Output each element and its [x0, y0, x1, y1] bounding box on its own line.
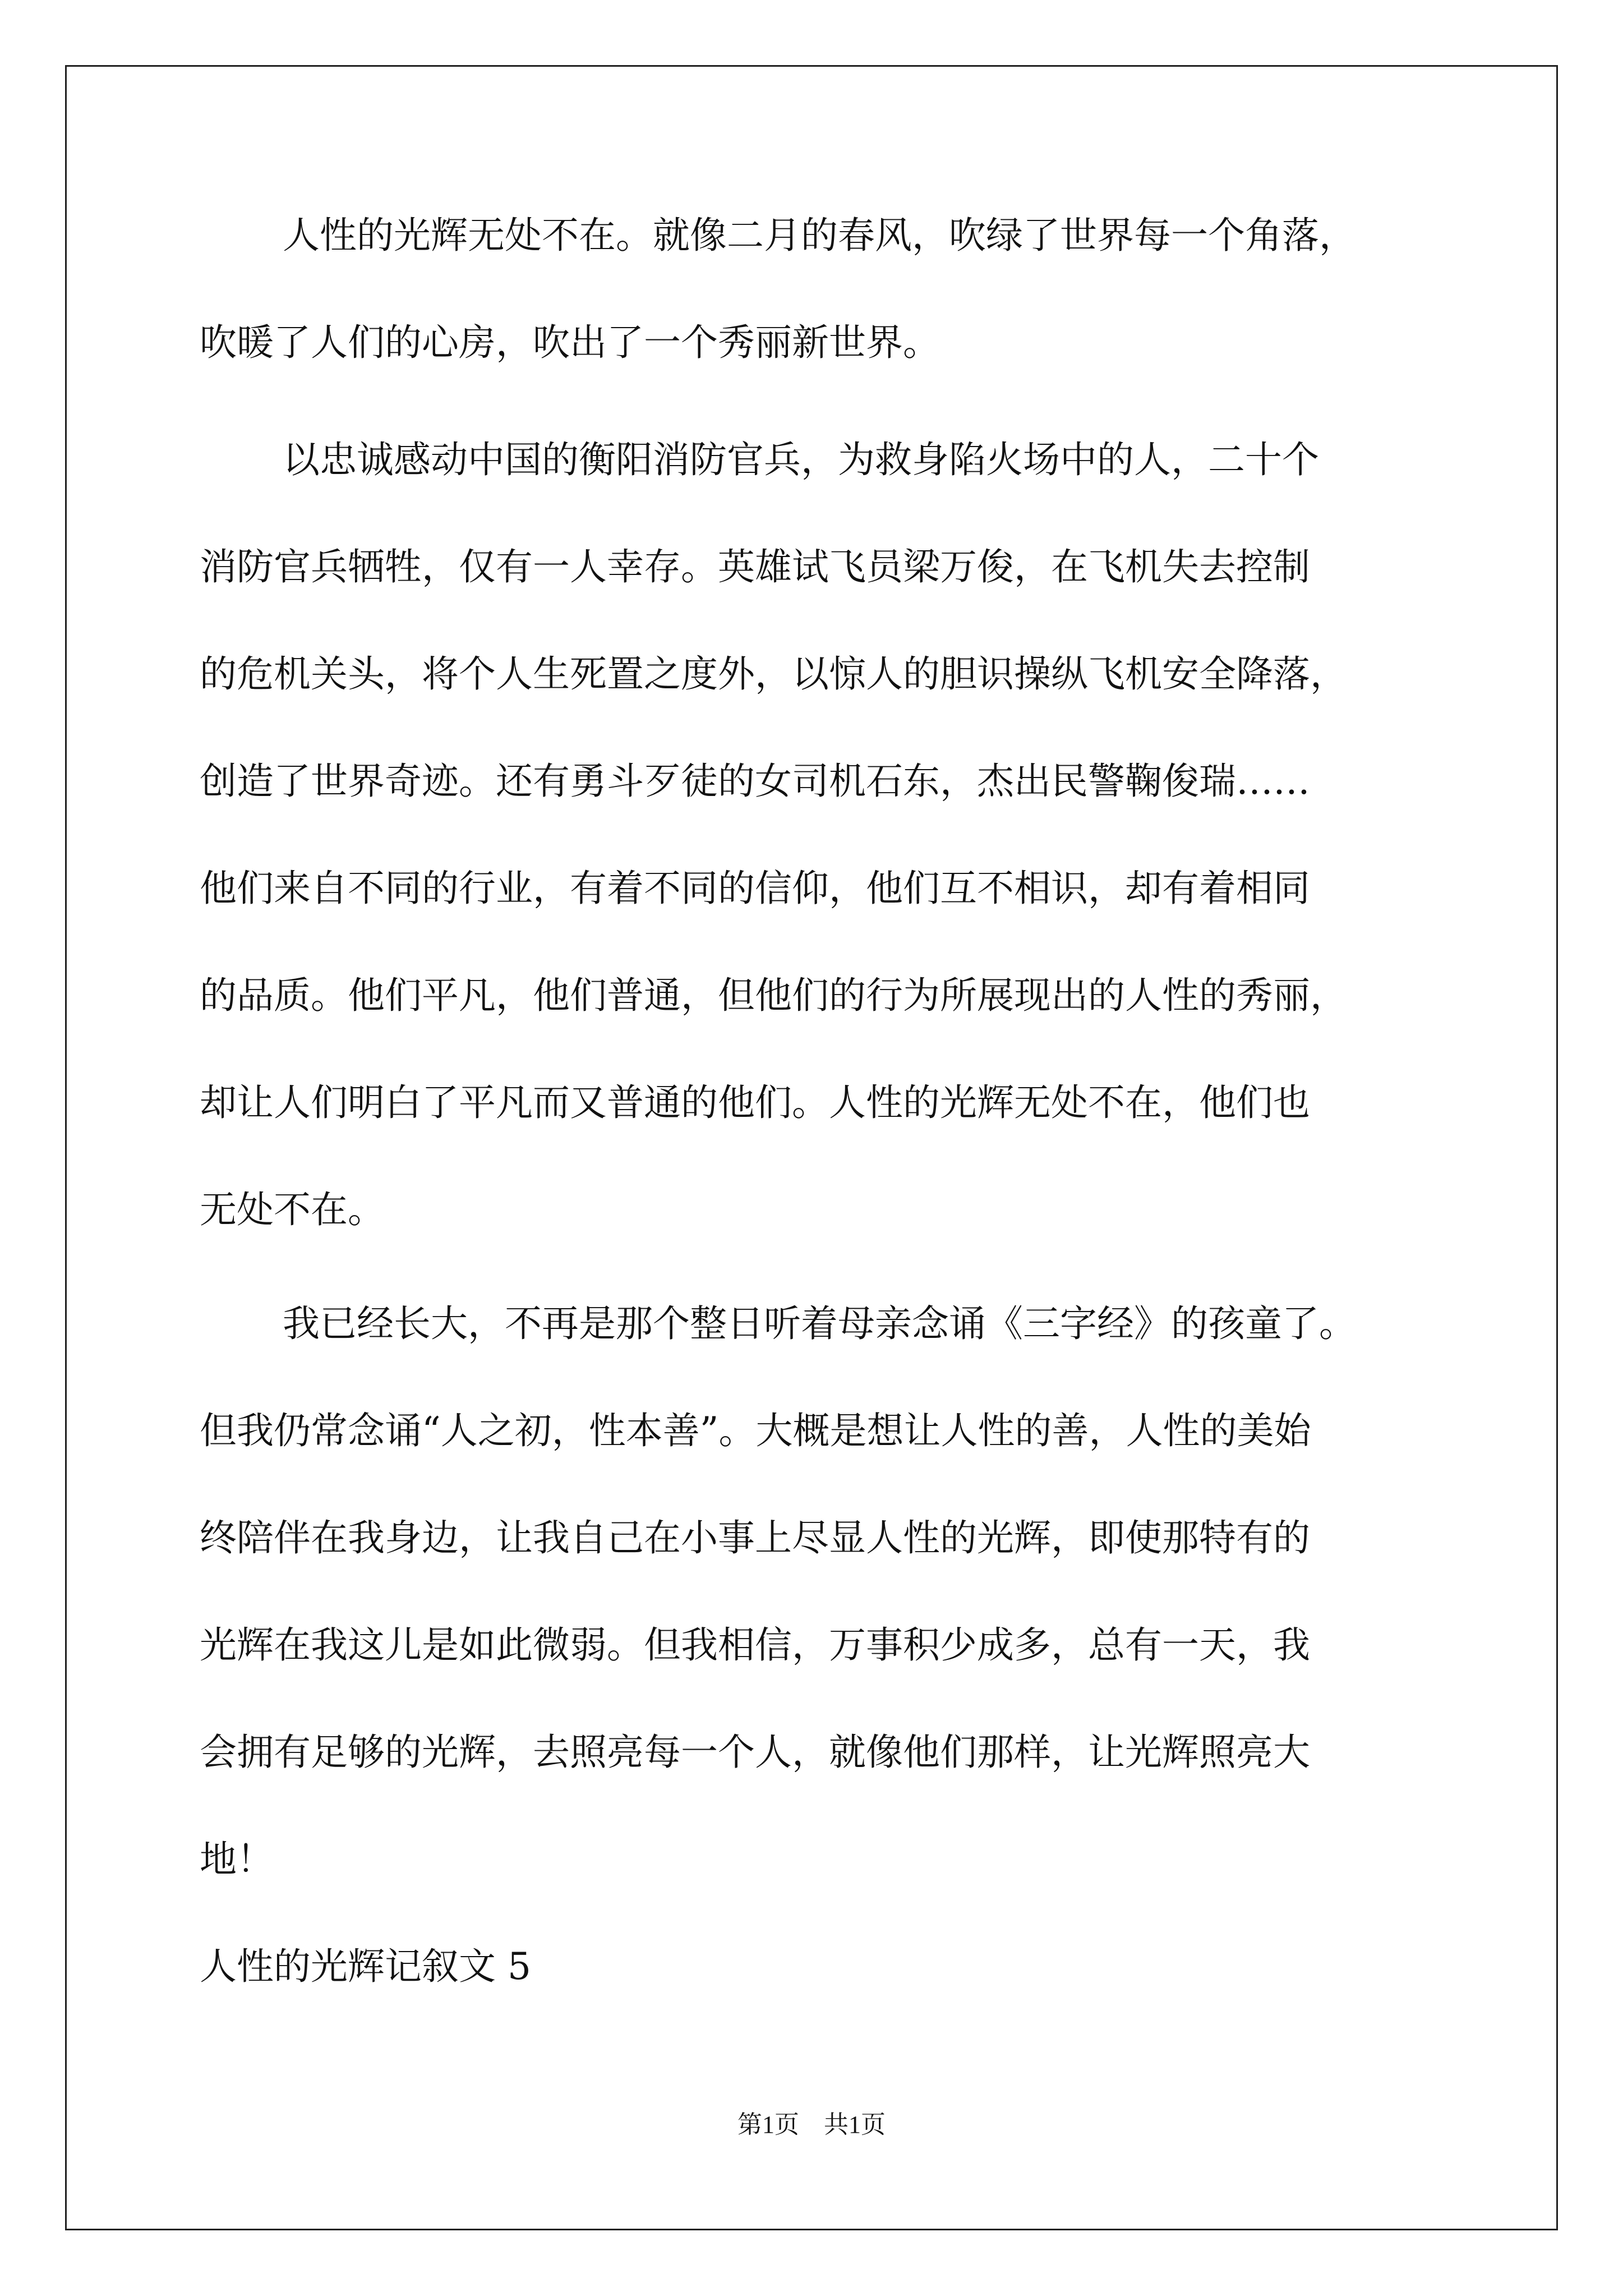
paragraph-2-line-4: 创造了世界奇迹。还有勇斗歹徒的女司机石东，杰出民警鞠俊瑞……: [200, 760, 1310, 803]
paragraph-3-line-1: 我已经长大，不再是那个整日听着母亲念诵《三字经》的孩童了。: [283, 1302, 1356, 1345]
paragraph-2-line-5: 他们来自不同的行业，有着不同的信仰，他们互不相识，却有着相同: [200, 867, 1310, 910]
page-border: [65, 65, 1558, 2230]
paragraph-3-line-5: 会拥有足够的光辉，去照亮每一个人，就像他们那样，让光辉照亮大: [200, 1731, 1310, 1774]
paragraph-2-line-7: 却让人们明白了平凡而又普通的他们。人性的光辉无处不在，他们也: [200, 1081, 1310, 1124]
paragraph-2-line-1: 以忠诚感动中国的衡阳消防官兵，为救身陷火场中的人，二十个: [283, 438, 1319, 481]
paragraph-2-line-3: 的危机关头，将个人生死置之度外，以惊人的胆识操纵飞机安全降落，: [200, 652, 1347, 696]
paragraph-2-line-6: 的品质。他们平凡，他们普通，但他们的行为所展现出的人性的秀丽，: [200, 974, 1347, 1017]
paragraph-2-line-8: 无处不在。: [200, 1188, 385, 1231]
paragraph-2-line-2: 消防官兵牺牲，仅有一人幸存。英雄试飞员梁万俊，在飞机失去控制: [200, 545, 1310, 588]
paragraph-3-line-3: 终陪伴在我身边，让我自己在小事上尽显人性的光辉，即使那特有的: [200, 1516, 1310, 1559]
section-heading: 人性的光辉记叙文 5: [200, 1945, 531, 1988]
page-footer: 第1页 共1页: [737, 2111, 886, 2138]
paragraph-3-line-2: 但我仍常念诵“人之初，性本善”。大概是想让人性的善，人性的美始: [200, 1409, 1311, 1452]
paragraph-3-line-6: 地！: [200, 1838, 274, 1881]
paragraph-1-line-2: 吹暖了人们的心房，吹出了一个秀丽新世界。: [200, 321, 940, 364]
paragraph-3-line-4: 光辉在我这儿是如此微弱。但我相信，万事积少成多，总有一天，我: [200, 1623, 1310, 1667]
paragraph-1-line-1: 人性的光辉无处不在。就像二月的春风，吹绿了世界每一个角落，: [283, 214, 1356, 257]
